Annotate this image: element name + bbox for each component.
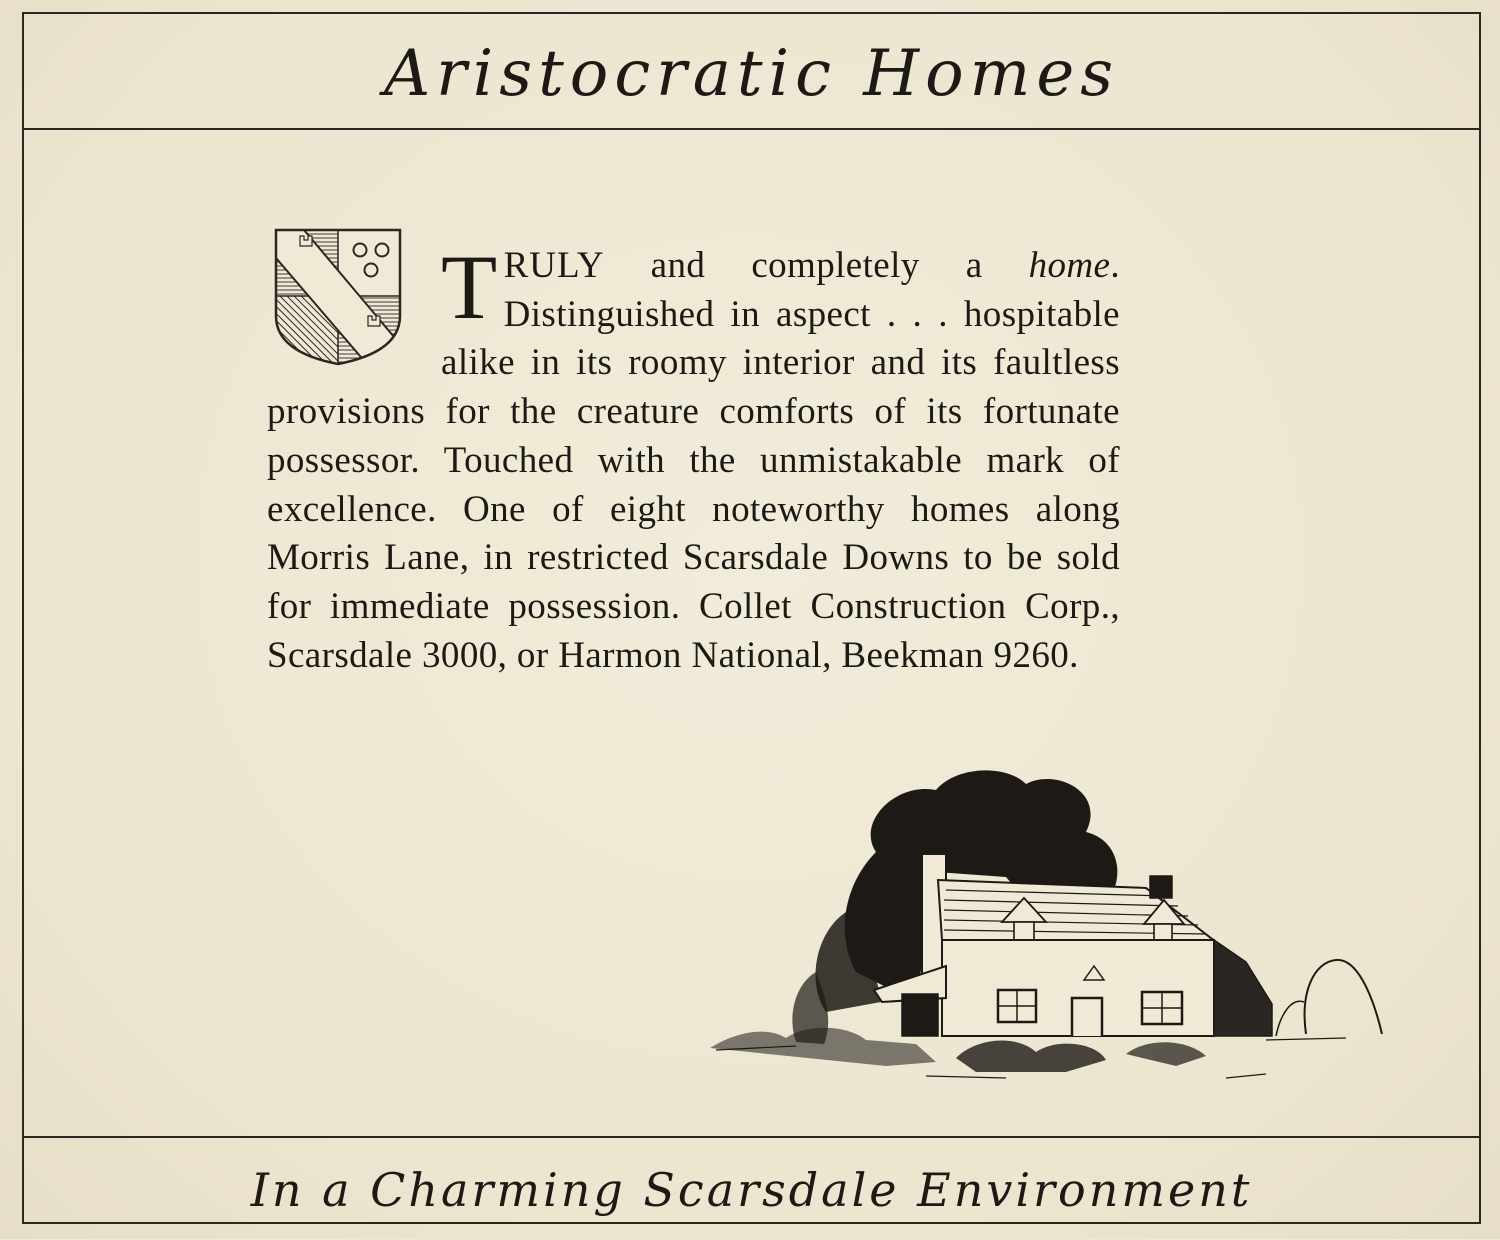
crest-spacer	[267, 242, 441, 370]
headline: Aristocratic Homes	[383, 37, 1120, 111]
lead-word: RULY	[503, 245, 605, 286]
body-text: . Distinguished in aspect . . . hospitable alike in its roomy interior and its faultless provisions for the creature comforts of its fortunate possessor. Touched with the unmistakable mark of excellence. One of eight noteworthy homes along Morris Lane, in restricted Scarsdale Downs to be sold for immediate possession. Collet Construction Corp., Scarsdale 3000, or Harmon National, Beekman 9260.	[267, 245, 1120, 676]
headline-rule	[24, 128, 1479, 130]
drop-cap: T	[441, 236, 498, 338]
body-copy	[267, 236, 1120, 680]
emphasis-home: home	[1028, 245, 1111, 286]
tagline: In a Charming Scarsdale Environment	[250, 1163, 1253, 1217]
footer-rule	[24, 1136, 1479, 1138]
country-cottage-sketch	[706, 762, 1388, 1092]
intro-text: and completely a	[604, 245, 1029, 286]
